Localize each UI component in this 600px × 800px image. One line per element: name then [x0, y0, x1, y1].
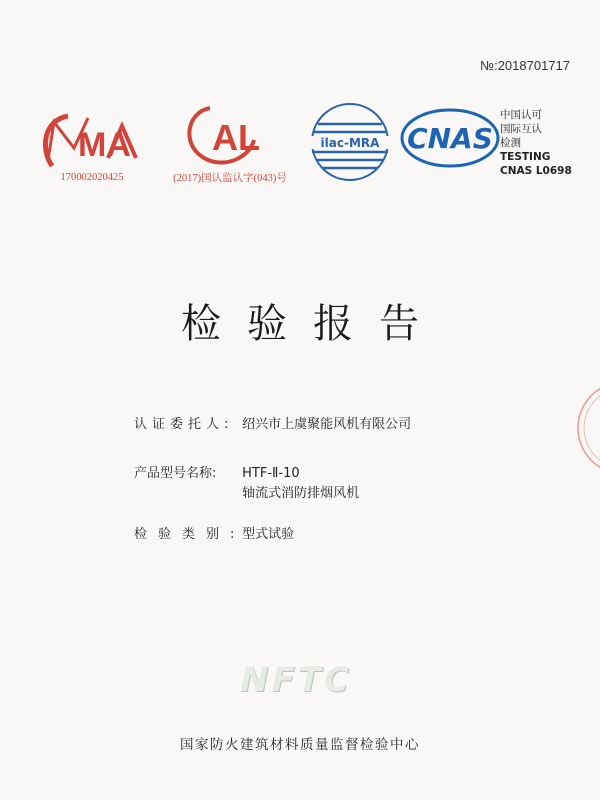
- cal-mark-icon: [150, 100, 310, 168]
- issuing-organization: 国家防火建筑材料质量监督检验中心: [180, 737, 420, 753]
- cal-caption: (2017)国认监认字(043)号: [173, 173, 287, 184]
- ilac-mra-logo: [304, 100, 396, 184]
- product-value: [242, 464, 359, 504]
- cal-logo: [150, 100, 310, 185]
- ilac-mra-text: ilac-MRA: [320, 136, 380, 150]
- cnas-mark-icon: [400, 108, 500, 168]
- inspection-type-value: 型式试验: [242, 527, 295, 542]
- cnas-accreditation-text: [500, 108, 572, 178]
- cnas-logo: [400, 108, 500, 168]
- nftc-watermark: NFTC: [240, 660, 352, 700]
- cnas-mark-text: CNAS: [407, 122, 493, 155]
- client-value: 绍兴市上虞聚能风机有限公司: [242, 417, 412, 432]
- cal-mark-text: AL: [212, 117, 260, 158]
- client-label: 认证委托人:: [134, 417, 234, 432]
- inspection-type-field: [134, 525, 294, 545]
- cnas-line: TESTING: [500, 151, 551, 163]
- cma-caption: 170002020425: [60, 172, 124, 183]
- product-label: 产品型号名称:: [134, 466, 217, 481]
- report-number: №:2018701717: [480, 58, 570, 73]
- cma-mark-text: MA: [78, 126, 131, 164]
- cma-logo: [38, 108, 146, 183]
- cnas-line: 检测: [500, 137, 521, 149]
- client-field: [134, 415, 411, 435]
- report-title: 检验报告: [181, 301, 445, 347]
- cnas-line: CNAS L0698: [500, 165, 572, 177]
- seal-stamp-icon: [564, 378, 600, 478]
- ilac-mra-globe-icon: [304, 100, 396, 184]
- product-name: 轴流式消防排烟风机: [242, 486, 360, 501]
- product-field: [134, 464, 359, 504]
- cnas-line: 中国认可: [500, 109, 542, 121]
- product-model: HTF-Ⅱ-10: [242, 466, 300, 481]
- cma-mark-icon: [38, 108, 146, 170]
- inspection-type-label: 检验类别:: [134, 527, 246, 542]
- cnas-line: 国际互认: [500, 123, 542, 135]
